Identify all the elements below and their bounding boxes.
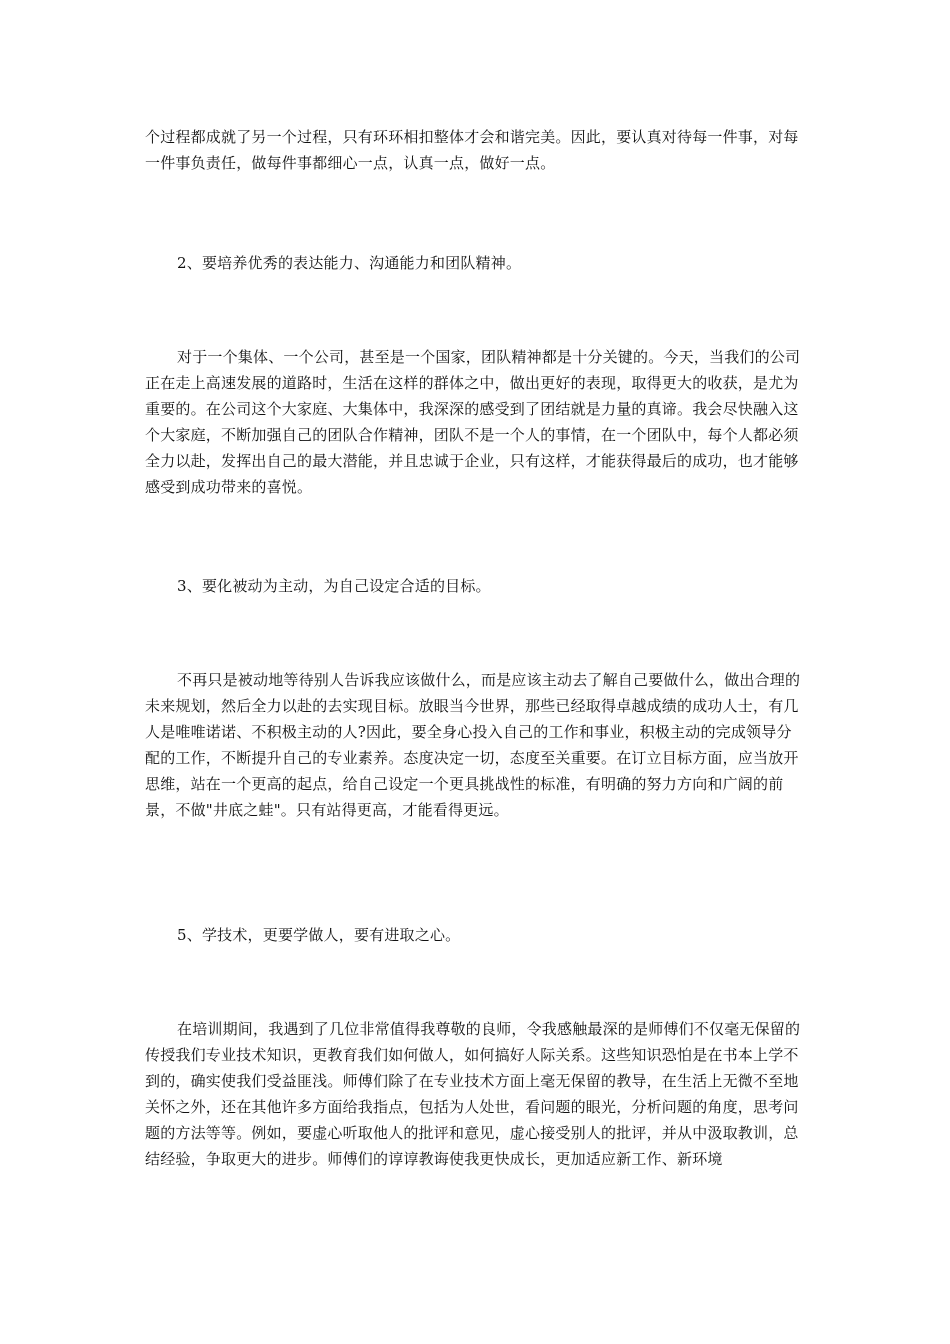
section-heading-3: 3、要化被动为主动，为自己设定合适的目标。 bbox=[177, 577, 491, 595]
section-heading-5: 5、学技术，更要学做人，要有进取之心。 bbox=[177, 926, 461, 944]
paragraph-teamwork: 对于一个集体、一个公司，甚至是一个国家，团队精神都是十分关键的。今天，当我们的公司正在走上高速发展的道路时，生活在这样的群体之中，做出更好的表现，取得更大的收获，是尤为重要的。在公司这个大家庭、大集体中，我深深的感受到了团结就是力量的真谛。我会尽快融入这个大家庭，不断加强自己的团队合作精神，团队不是一个人的事情，在一个团队中，每个人都必须全力以赴，发挥出自己的最大潜能，并且忠诚于企业，只有这样，才能获得最后的成功，也才能够感受到成功带来的喜悦。 bbox=[145, 348, 801, 496]
paragraph-mentors: 在培训期间，我遇到了几位非常值得我尊敬的良师，令我感触最深的是师傅们不仅毫无保留的传授我们专业技术知识，更教育我们如何做人，如何搞好人际关系。这些知识恐怕是在书本上学不到的，确实使我们受益匪浅。师傅们除了在专业技术方面上毫无保留的教导，在生活上无微不至地关怀之外，还在其他许多方面给我指点，包括为人处世，看问题的眼光，分析问题的角度，思考问题的方法等等。例如，要虚心听取他人的批评和意见，虚心接受别人的批评，并从中汲取教训，总结经验，争取更大的进步。师傅们的谆谆教诲使我更快成长，更加适应新工作、新环境 bbox=[145, 1020, 801, 1168]
paragraph-initiative: 不再只是被动地等待别人告诉我应该做什么，而是应该主动去了解自己要做什么，做出合理的未来规划，然后全力以赴的去实现目标。放眼当今世界，那些已经取得卓越成绩的成功人士，有几人是唯唯诺诺、不积极主动的人?因此，要全身心投入自己的工作和事业，积极主动的完成领导分配的工作，不断提升自己的专业素养。态度决定一切，态度至关重要。在订立目标方面，应当放开思维，站在一个更高的起点，给自己设定一个更具挑战性的标准，有明确的努力方向和广阔的前景，不做"井底之蛙"。只有站得更高，才能看得更远。 bbox=[145, 671, 801, 819]
paragraph-continuation: 个过程都成就了另一个过程，只有环环相扣整体才会和谐完美。因此，要认真对待每一件事，对每一件事负责任，做每件事都细心一点，认真一点，做好一点。 bbox=[145, 128, 799, 172]
section-heading-2: 2、要培养优秀的表达能力、沟通能力和团队精神。 bbox=[177, 254, 522, 272]
